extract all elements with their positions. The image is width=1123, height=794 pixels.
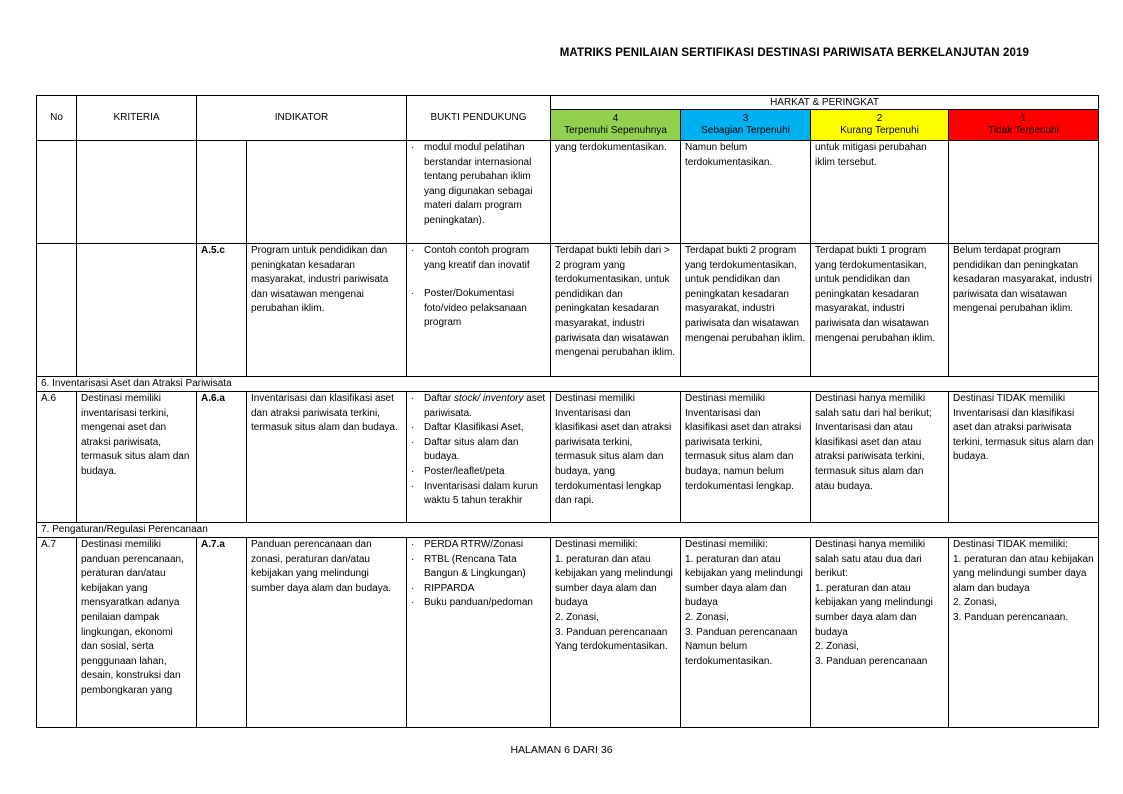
section-heading-7: 7. Pengaturan/Regulasi Perencanaan: [37, 523, 1099, 538]
bukti-item: · modul modul pelatihan berstandar internasional tentang perubahan iklim yang digunakan sebagai materi dalam program peningkatan).: [411, 141, 546, 229]
bukti-item: · RTBL (Rencana Tata Bangun & Lingkungan): [411, 553, 546, 582]
bukti-item: · Daftar Klasifikasi Aset,: [411, 421, 546, 436]
bukti-item: · PERDA RTRW/Zonasi: [411, 538, 546, 553]
cell-level-4: Destinasi memiliki: 1. peraturan dan atau kebijakan yang melindungi sumber daya alam dan budaya 2. Zonasi, 3. Panduan perencanaan Yang terdokumentasikan.: [551, 538, 681, 728]
level-1-header: [949, 110, 1099, 141]
cell-kriteria: Destinasi memiliki panduan perencanaan, peraturan dan/atau kebijakan yang mensyaratkan adanya penilaian dampak lingkungan, ekonomi dan sosial, serta penggunaan lahan, desain, konstruksi dan pembongkaran yang: [77, 538, 197, 728]
bukti-item: · Daftar situs alam dan budaya.: [411, 436, 546, 465]
cell-level-2: Destinasi hanya memiliki salah satu atau dua dari berikut: 1. peraturan dan atau kebijakan yang melindungi sumber daya alam dan budaya 2. Zonasi, 3. Panduan perencanaan: [811, 538, 949, 728]
table-row-a5c: [37, 244, 1099, 377]
table-row-a6: [37, 392, 1099, 523]
cell-level-2: Terdapat bukti 1 program yang terdokumentasikan, untuk pendidikan dan peningkatan kesadaran masyarakat, industri pariwisata dan wisatawan mengenai perubahan iklim.: [811, 244, 949, 377]
cell-no: [37, 141, 77, 244]
level-3-header: [681, 110, 811, 141]
cell-bukti: [407, 538, 551, 728]
table-row-continuation: [37, 141, 1099, 244]
cell-level-1: Belum terdapat program pendidikan dan peningkatan kesadaran masyarakat, industri pariwisata dan wisatawan mengenai perubahan iklim.: [949, 244, 1099, 377]
bukti-item: · Poster/leaflet/peta: [411, 465, 546, 480]
level-2-header: [811, 110, 949, 141]
level-3-label: Sebagian Terpenuhi: [701, 125, 790, 137]
criteria-number: A.6: [37, 392, 77, 523]
page-footer: HALAMAN 6 DARI 36: [510, 744, 613, 756]
indicator-code: A.7.a: [197, 538, 247, 728]
level-1-label: Tidak Terpenuhi: [988, 125, 1059, 137]
cell-level-1: Destinasi TIDAK memiliki Inventarisasi dan klasifikasi aset dan atraksi pariwisata terkini, termasuk situs alam dan budaya.: [949, 392, 1099, 523]
level-4-label: Terpenuhi Sepenuhnya: [564, 125, 667, 137]
cell-level-3: Terdapat bukti 2 program yang terdokumentasikan, untuk pendidikan dan peningkatan kesadaran masyarakat, industri pariwisata dan wisatawan mengenai perubahan iklim.: [681, 244, 811, 377]
cell-level-2: untuk mitigasi perubahan iklim tersebut.: [811, 141, 949, 244]
col-header-harkat: HARKAT & PERINGKAT: [551, 96, 1099, 110]
document-title: MATRIKS PENILAIAN SERTIFIKASI DESTINASI PARIWISATA BERKELANJUTAN 2019: [559, 47, 1029, 59]
bukti-text-italic: stock/ inventory: [454, 393, 524, 404]
level-2-label: Kurang Terpenuhi: [840, 125, 919, 137]
indicator-code: A.6.a: [197, 392, 247, 523]
col-header-kriteria: KRITERIA: [77, 96, 197, 141]
level-3-number: 3: [742, 112, 749, 124]
col-header-bukti: BUKTI PENDUKUNG: [407, 96, 551, 141]
bukti-item: · Poster/Dokumentasi foto/video pelaksanaan program: [411, 287, 546, 331]
level-4-number: 4: [612, 112, 619, 124]
bukti-text: Daftar: [424, 393, 455, 404]
cell-level-2: Destinasi hanya memiliki salah satu dari hal berikut; Inventarisasi dan atau klasifikasi aset dan atau atraksi pariwisata terkini, termasuk situs alam dan atau budaya.: [811, 392, 949, 523]
cell-bukti: [407, 141, 551, 244]
cell-code: [197, 141, 247, 244]
bukti-item: · Contoh contoh program yang kreatif dan inovatif: [411, 244, 546, 273]
indicator-code: A.5.c: [197, 244, 247, 377]
cell-level-4: Terdapat bukti lebih dari > 2 program yang terdokumentasikan, untuk pendidikan dan peningkatan kesadaran masyarakat, industri pariwisata dan wisatawan mengenai perubahan iklim.: [551, 244, 681, 377]
level-4-header: [551, 110, 681, 141]
assessment-matrix-table: [36, 95, 1099, 728]
cell-kriteria: [77, 141, 197, 244]
col-header-no: No: [37, 96, 77, 141]
cell-bukti: [407, 244, 551, 377]
section-heading-row: [37, 523, 1099, 538]
cell-level-3: Destinasi memiliki: 1. peraturan dan atau kebijakan yang melindungi sumber daya alam dan budaya 2. Zonasi, 3. Panduan perencanaan Namun belum terdokumentasikan.: [681, 538, 811, 728]
bukti-item: · RIPPARDA: [411, 582, 546, 597]
bukti-text: aset pariwisata.: [424, 393, 546, 419]
bukti-item: · Buku panduan/pedoman: [411, 596, 546, 611]
table-row-a7: [37, 538, 1099, 728]
cell-level-3: Namun belum terdokumentasikan.: [681, 141, 811, 244]
bukti-item: [411, 392, 546, 421]
cell-level-1: [949, 141, 1099, 244]
section-heading-row: [37, 377, 1099, 392]
cell-kriteria: Destinasi memiliki inventarisasi terkini, mengenai aset dan atraksi pariwisata, termasuk situs alam dan budaya.: [77, 392, 197, 523]
cell-level-3: Destinasi memiliki Inventarisasi dan klasifikasi aset dan atraksi pariwisata terkini, termasuk situs alam dan budaya, namun belum terdokumentasi lengkap.: [681, 392, 811, 523]
level-1-number: 1: [1020, 112, 1027, 124]
cell-bukti: [407, 392, 551, 523]
cell-indikator: Program untuk pendidikan dan peningkatan kesadaran masyarakat, industri pariwisata dan wisatawan mengenai perubahan iklim.: [247, 244, 407, 377]
cell-indikator: Inventarisasi dan klasifikasi aset dan atraksi pariwisata terkini, termasuk situs alam dan budaya.: [247, 392, 407, 523]
cell-kriteria: [77, 244, 197, 377]
cell-no: [37, 244, 77, 377]
cell-level-4: yang terdokumentasikan.: [551, 141, 681, 244]
section-heading-6: 6. Inventarisasi Aset dan Atraksi Pariwisata: [37, 377, 1099, 392]
level-2-number: 2: [876, 112, 883, 124]
cell-level-4: Destinasi memiliki Inventarisasi dan klasifikasi aset dan atraksi pariwisata terkini, termasuk situs alam dan budaya, yang terdokumentasi lengkap dan rapi.: [551, 392, 681, 523]
cell-indikator: Panduan perencanaan dan zonasi, peraturan dan/atau kebijakan yang melindungi sumber daya alam dan budaya.: [247, 538, 407, 728]
cell-level-1: Destinasi TIDAK memiliki: 1. peraturan dan atau kebijakan yang melindungi sumber daya alam dan budaya 2. Zonasi, 3. Panduan perencanaan.: [949, 538, 1099, 728]
cell-indikator: [247, 141, 407, 244]
bukti-item: · Inventarisasi dalam kurun waktu 5 tahun terakhir: [411, 480, 546, 509]
col-header-indikator: INDIKATOR: [197, 96, 407, 141]
criteria-number: A.7: [37, 538, 77, 728]
